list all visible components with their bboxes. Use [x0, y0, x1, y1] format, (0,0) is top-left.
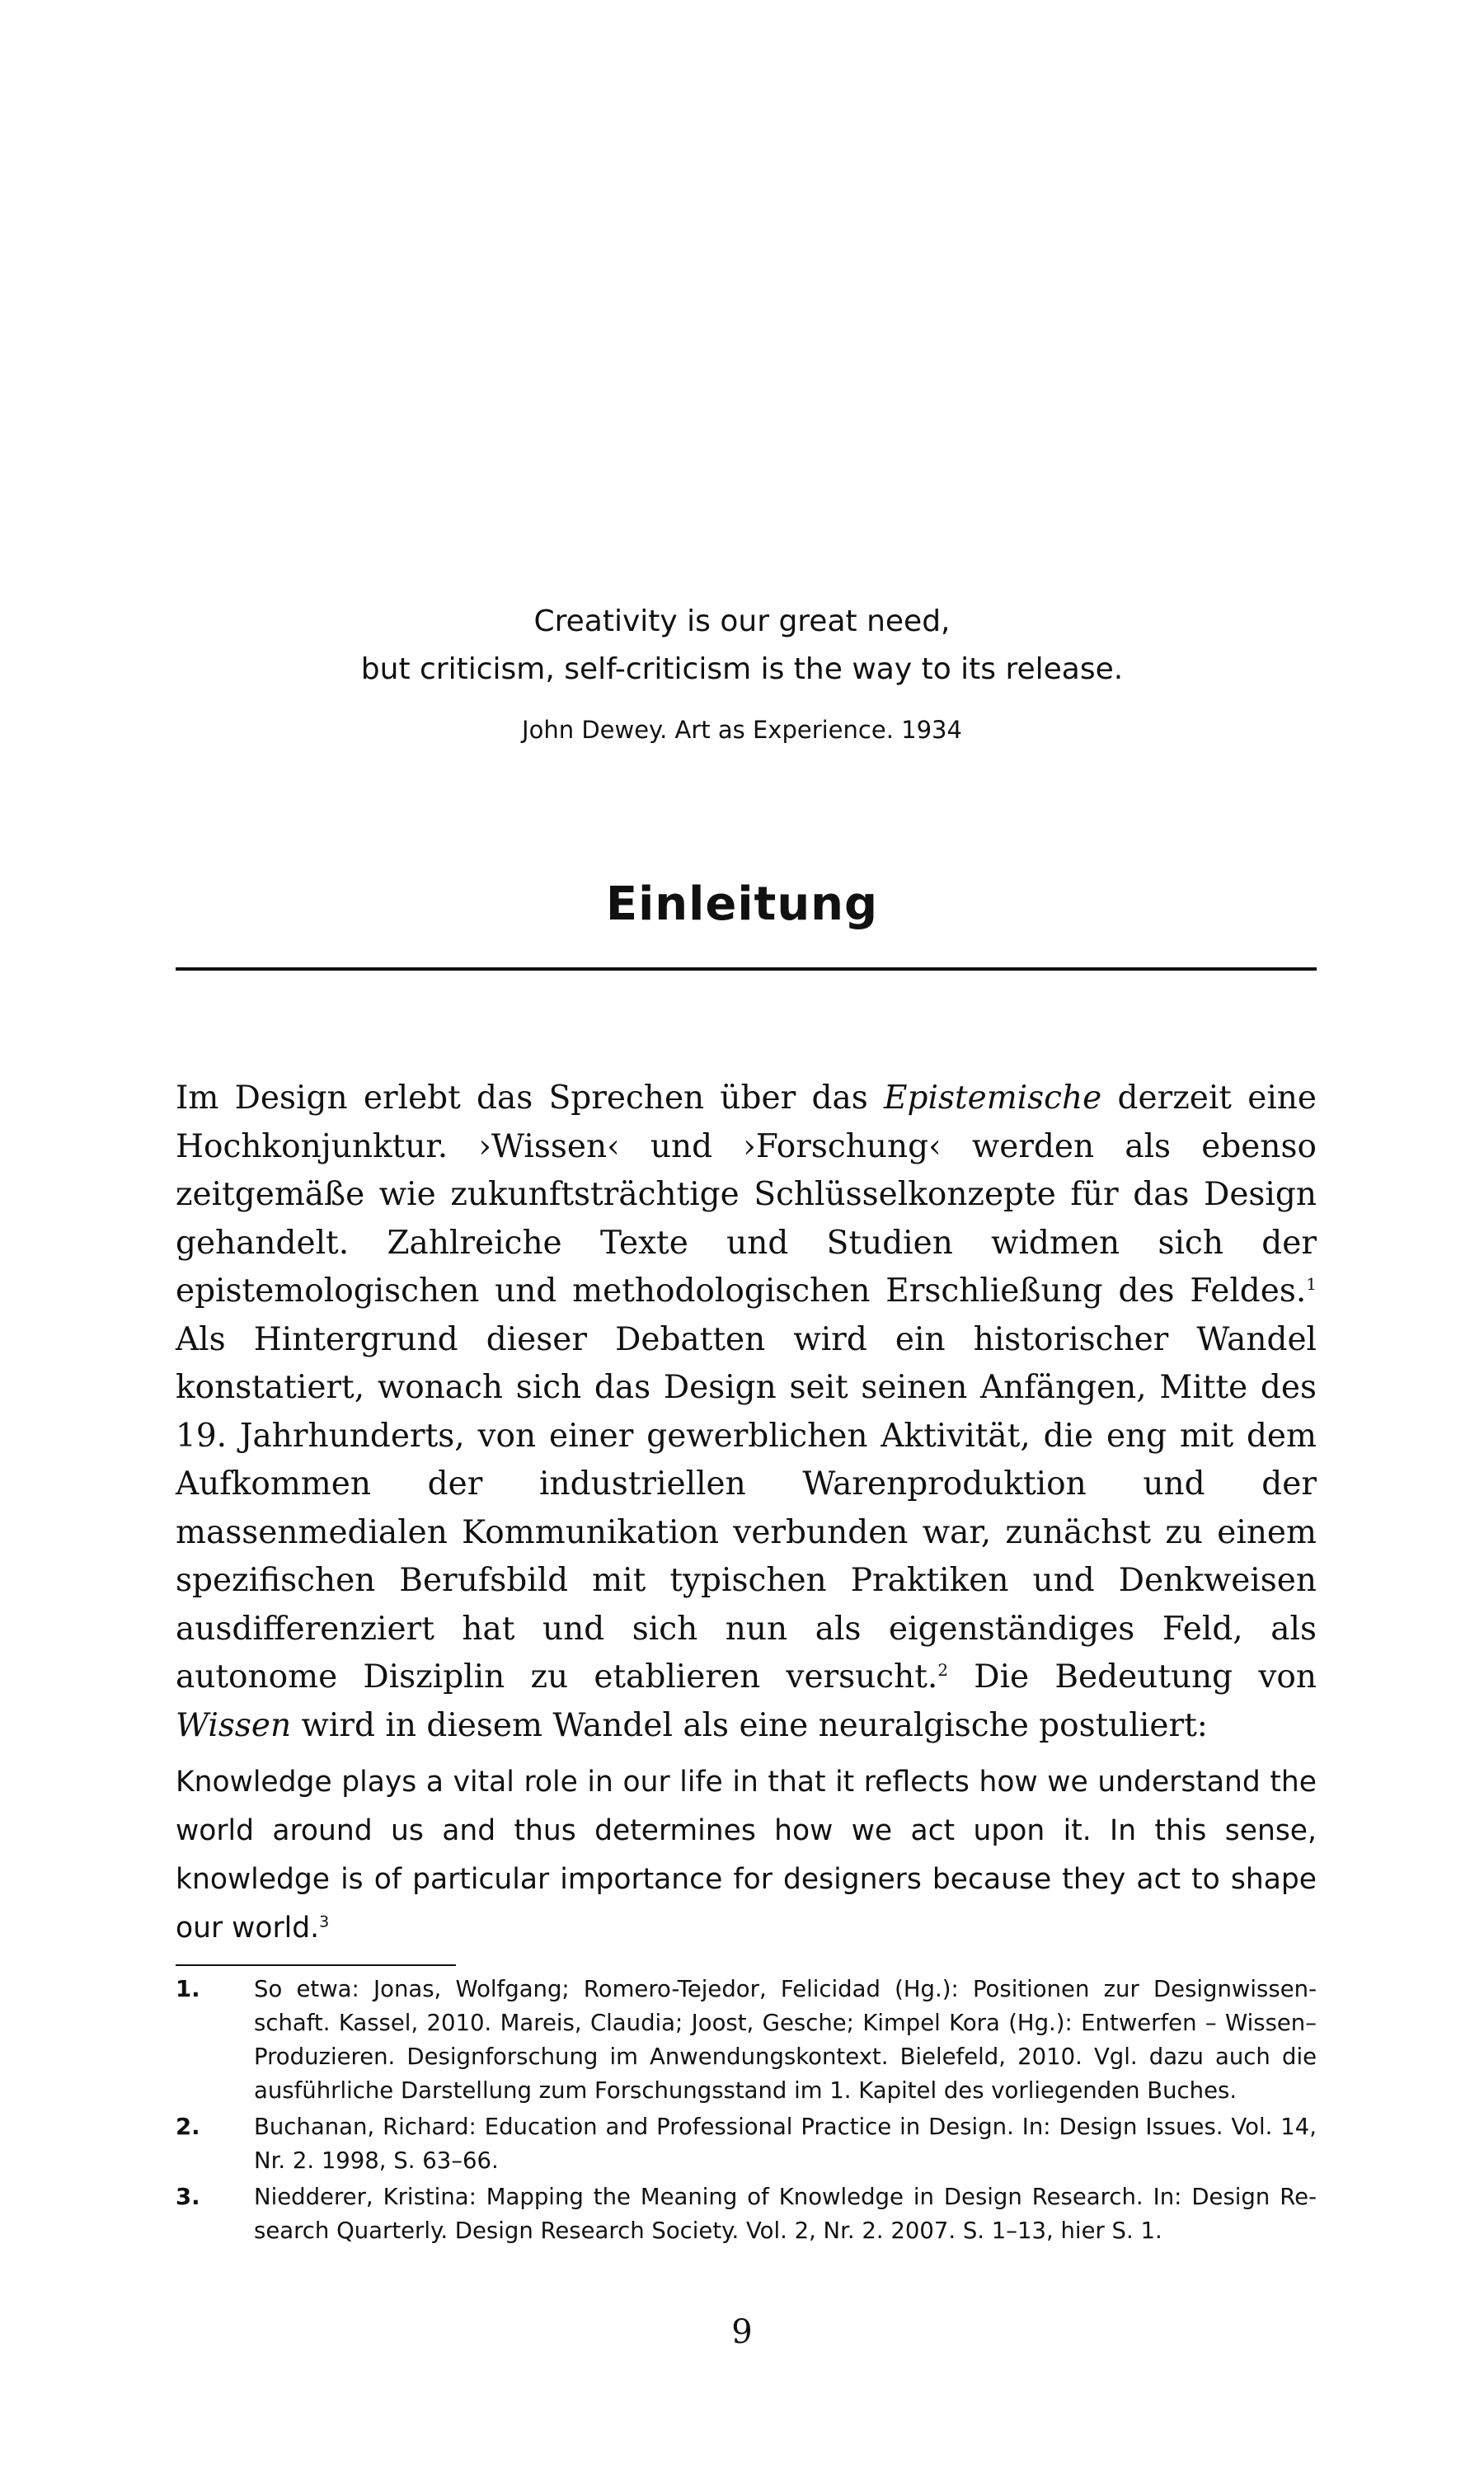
footnote-number: 3.	[176, 2184, 200, 2210]
footnote-ref-1[interactable]: 1	[1306, 1274, 1317, 1294]
epigraph-source: John Dewey. Art as Experience. 1934	[522, 716, 962, 744]
body-text-segment: Im Design erlebt das Sprechen über das	[176, 1079, 885, 1117]
footnote-text: Niedderer, Kristina: Mapping the Meaning of Knowledge in Design Research. In: Design Research Quarterly. Design Research Society. Vol. 2, Nr. 2. 2007. S. 1–13, hier S. 1.	[254, 2184, 1317, 2244]
body-paragraph	[176, 1075, 1317, 1750]
block-quote	[176, 1758, 1317, 1953]
footnote-text: Buchanan, Richard: Education and Professional Practice in Design. In: Design Issues. Vol. 14, Nr. 2. 1998, S. 63–66.	[254, 2114, 1317, 2174]
block-quote-text: Knowledge plays a vital role in our life in that it reflects how we understand the world around us and thus determines how we act upon it. In this sense, knowledge is of particular importance for designers because they act to shape our world.	[176, 1766, 1317, 1945]
footnotes-list	[176, 1973, 1317, 2251]
footnote-text: So etwa: Jonas, Wolfgang; Romero-Tejedor, Felicidad (Hg.): Positionen zur Designwissenschaft. Kassel, 2010. Mareis, Claudia; Joost, Gesche; Kimpel Kora (Hg.): Entwerfen – Wissen– Produzieren. Designforschung im Anwendungskontext. Bielefeld, 2010. Vgl. dazu auch die ausführliche Darstellung zum Forschungsstand im 1. Kapitel des vorliegenden Buches.	[254, 1976, 1317, 2104]
footnote-number: 1.	[176, 1976, 200, 2002]
footnote-ref-3[interactable]: 3	[319, 1912, 330, 1931]
body-text-segment: derzeit eine Hochkonjunktur. ›Wissen‹ und ›Forschung‹ werden als ebenso zeitgemäße wie zukunftsträchtige Schlüsselkonzepte für das Design gehandelt. Zahlreiche Texte und Studien widmen sich der epistemologischen und methodologischen Erschließung des Feldes.	[176, 1079, 1317, 1310]
body-text-segment: Als Hintergrund dieser Debatten wird ein historischer Wandel konstatiert, wonach sich das Design seit seinen Anfängen, Mitte des 19. Jahrhunderts, von einer gewerblichen Aktivität, die eng mit dem Aufkommen der industriellen Warenproduktion und der massenmedialen Kommunikation verbunden war, zunächst zu einem spezifischen Berufsbild mit typischen Praktiken und Denkweisen ausdifferenziert hat und sich nun als eigenständiges Feld, als autonome Disziplin zu etablieren versucht.	[176, 1320, 1317, 1696]
footnote-number: 2.	[176, 2114, 200, 2140]
footnote-ref-2[interactable]: 2	[937, 1660, 949, 1680]
chapter-title: Einleitung	[605, 877, 879, 931]
title-divider	[176, 967, 1317, 971]
footnote-item	[176, 2110, 1317, 2178]
footnote-divider	[176, 1964, 456, 1966]
epigraph-line-1: Creativity is our great need,	[533, 604, 951, 638]
epigraph	[0, 598, 1484, 746]
emphasis-epistemische: Epistemische	[884, 1079, 1102, 1117]
body-text-segment: wird in diesem Wandel als eine neuralgische postuliert:	[291, 1706, 1208, 1744]
epigraph-line-2: but criticism, self-criticism is the way to its release.	[360, 652, 1124, 686]
body-text-segment: Die Bedeutung von	[948, 1658, 1317, 1696]
page-number: 9	[731, 2313, 753, 2351]
footnote-item	[176, 1973, 1317, 2108]
emphasis-wissen: Wissen	[176, 1706, 292, 1744]
footnote-item	[176, 2180, 1317, 2248]
